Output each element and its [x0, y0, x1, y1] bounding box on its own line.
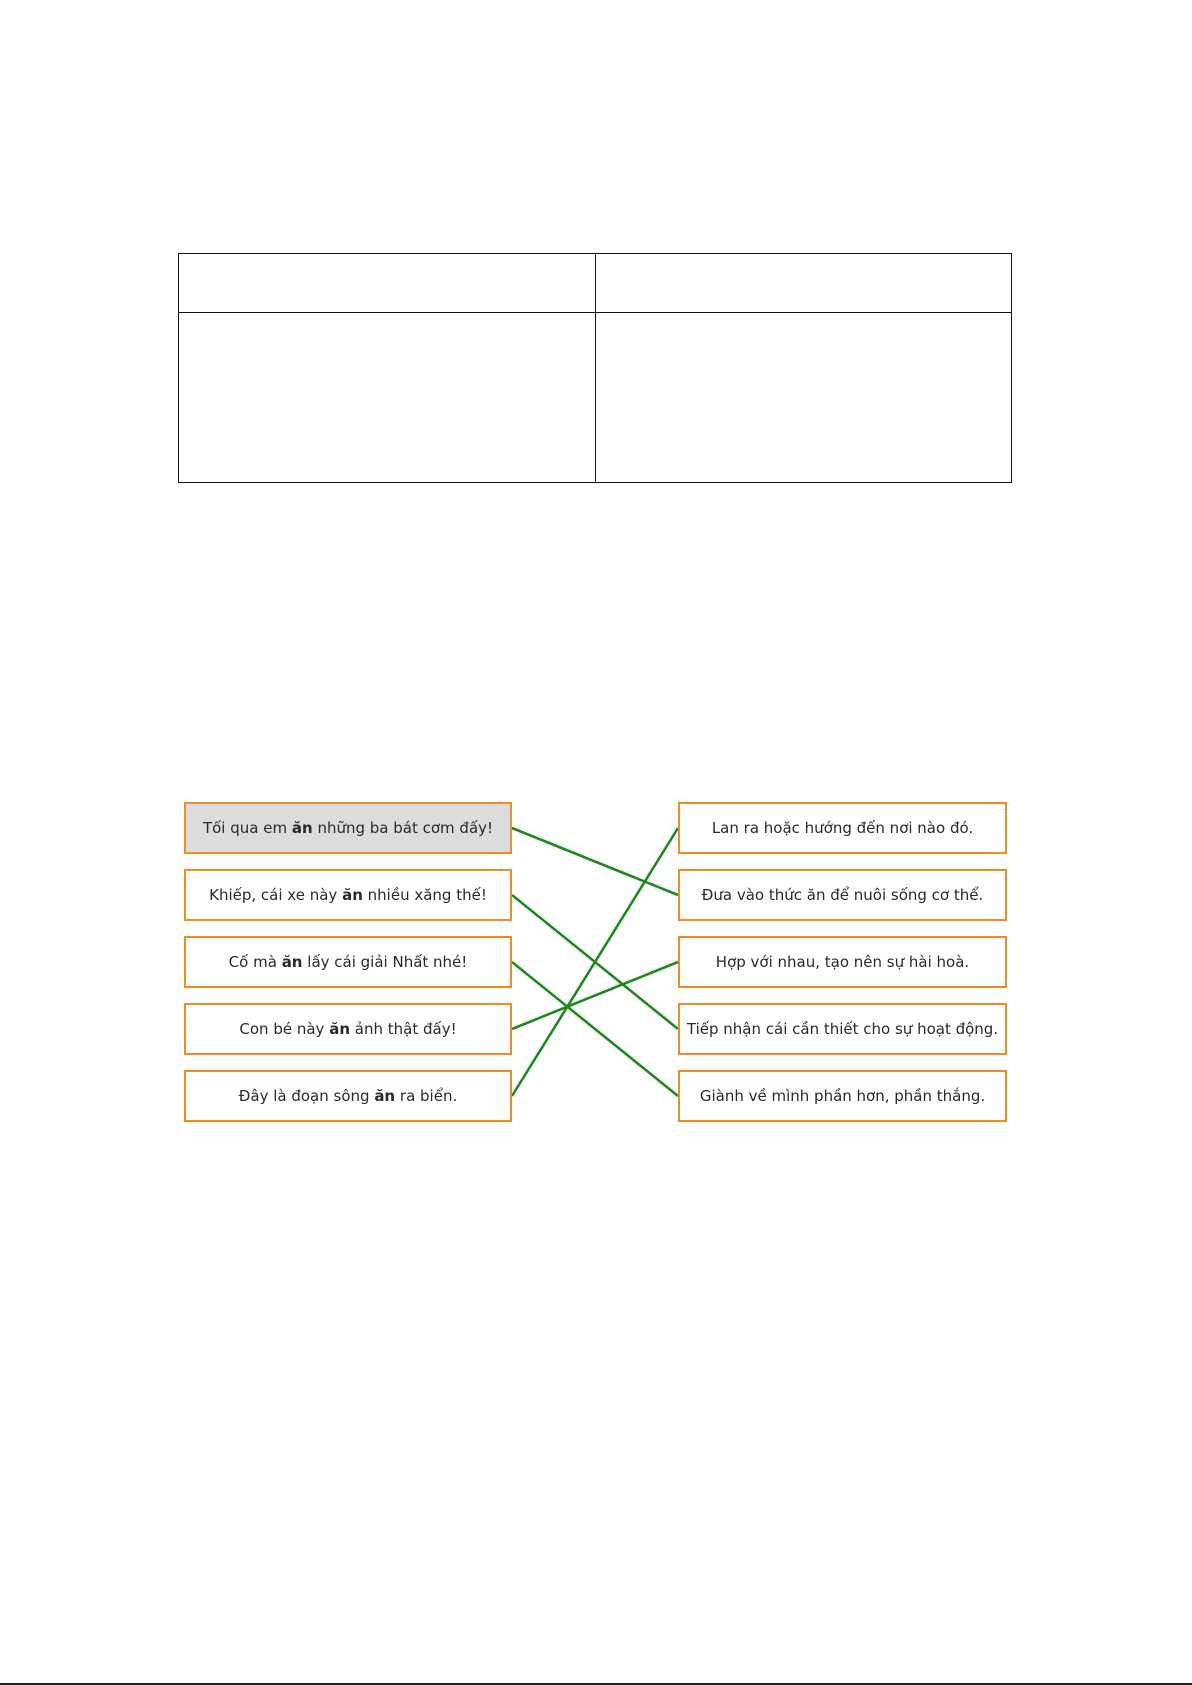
connection-line-1	[512, 828, 678, 895]
meaning-text: Lan ra hoặc hướng đến nơi nào đó.	[711, 819, 974, 837]
sentence-bold-word: ăn	[342, 886, 363, 904]
sentence-pre: Con bé này	[239, 1020, 325, 1038]
left-sentence-4[interactable]	[184, 1003, 512, 1055]
connection-line-4	[512, 962, 678, 1029]
meaning-text: Hợp với nhau, tạo nên sự hài hoà.	[715, 953, 970, 971]
connection-line-3	[512, 962, 678, 1096]
left-sentence-5[interactable]	[184, 1070, 512, 1122]
sentence-bold-word: ăn	[291, 819, 313, 837]
right-meaning-1[interactable]	[678, 802, 1007, 854]
sentence-post: những ba bát cơm đấy!	[317, 819, 494, 837]
left-sentence-2[interactable]	[184, 869, 512, 921]
sentence-post: ra biển.	[399, 1087, 458, 1105]
right-meaning-5[interactable]	[678, 1070, 1007, 1122]
sentence-pre: Khiếp, cái xe này	[209, 886, 338, 904]
meaning-text: Đưa vào thức ăn để nuôi sống cơ thể.	[701, 886, 984, 904]
right-meaning-3[interactable]	[678, 936, 1007, 988]
sentence-post: ảnh thật đấy!	[354, 1020, 457, 1038]
left-sentence-1[interactable]	[184, 802, 512, 854]
left-sentence-3[interactable]	[184, 936, 512, 988]
right-meaning-2[interactable]	[678, 869, 1007, 921]
sentence-post: lấy cái giải Nhất nhé!	[307, 953, 468, 971]
meaning-text: Tiếp nhận cái cần thiết cho sự hoạt động.	[686, 1020, 999, 1038]
sentence-bold-word: ăn	[281, 953, 303, 971]
sentence-pre: Tối qua em	[202, 819, 288, 837]
meaning-text: Giành về mình phần hơn, phần thắng.	[699, 1087, 986, 1105]
sentence-pre: Đây là đoạn sông	[238, 1087, 370, 1105]
sentence-bold-word: ăn	[329, 1020, 351, 1038]
connection-line-2	[512, 895, 678, 1029]
sentence-bold-word: ăn	[374, 1087, 396, 1105]
sentence-post: nhiều xăng thế!	[367, 886, 487, 904]
connection-line-5	[512, 828, 678, 1096]
right-meaning-4[interactable]	[678, 1003, 1007, 1055]
sentence-pre: Cố mà	[228, 953, 277, 971]
